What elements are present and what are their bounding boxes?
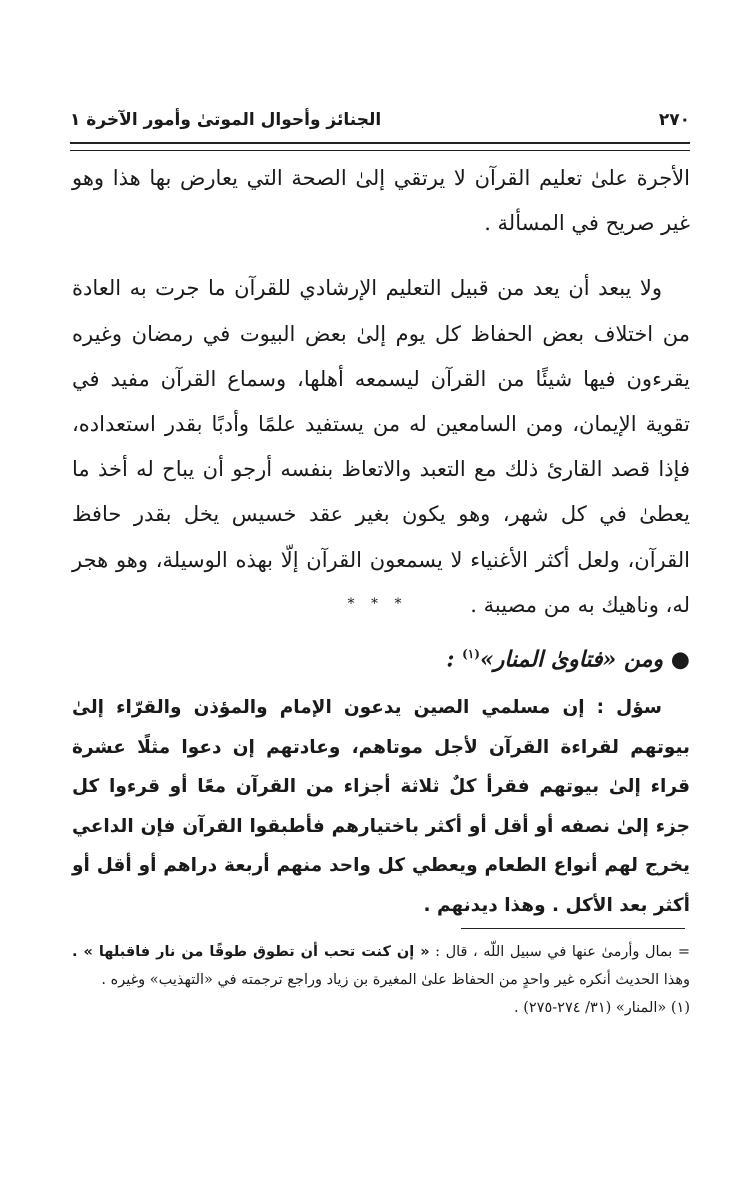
header-rule <box>70 142 690 151</box>
section-separator: * * * <box>347 596 408 612</box>
paragraph-gap <box>72 246 690 266</box>
page-number: ٢٧٠ <box>658 110 690 130</box>
main-text <box>72 156 690 628</box>
footnote-marker: (١) <box>462 647 480 661</box>
question-block <box>72 688 690 925</box>
question-text: إن مسلمي الصين يدعون الإمام والمؤذن والقرّاء إلىٰ بيوتهم لقراءة القرآن لأجل موتاهم، وعادتهم إن دعوا مثلًا عشرة قراء إلىٰ بيوتهم فقرأ كلٌ ثلاثة أجزاء من القرآن معًا أو قرءوا كل جزء إلىٰ نصفه أو أقل أو أكثر باختيارهم فأطبقوا القرآن فإن الداعي يخرج لهم أنواع الطعام ويعطي كل واحد منهم أربعة دراهم أو أقل أو أكثر بعد الأكل . وهذا ديدنهم . <box>72 697 690 916</box>
section-heading <box>72 634 690 679</box>
footnote-continuation-quote: « إن كنت تحب أن تطوق طوقًا من نار فاقبلها » . <box>72 944 430 960</box>
bullet-icon: ● <box>670 646 690 673</box>
footnotes <box>72 938 690 1022</box>
question-label: سؤل : <box>596 697 662 718</box>
section-colon: : <box>446 646 455 673</box>
paragraph-1: الأجرة علىٰ تعليم القرآن لا يرتقي إلىٰ الصحة التي يعارض بها هذا وهو غير صريح في المسألة . <box>72 166 690 236</box>
footnote-continuation <box>72 938 690 994</box>
running-header <box>70 102 690 138</box>
running-title: الجنائز وأحوال الموتىٰ وأمور الآخرة ١ <box>70 110 382 130</box>
footnote-rule <box>461 928 685 929</box>
paragraph-2: ولا يبعد أن يعد من قبيل التعليم الإرشادي للقرآن ما جرت به العادة من اختلاف بعض الحفاظ كل يوم إلىٰ بعض البيوت في رمضان وغيره يقرءون فيها شيئًا من القرآن ليسمعه أهلها، وسماع القرآن مفيد في تقوية الإيمان، ومن السامعين له من يستفيد علمًا وأدبًا بقدر استعداده، فإذا قصد القارئ ذلك مع التعبد والاتعاظ بنفسه أرجو أن يباح له أخذ ما يعطىٰ في كل شهر، وهو يكون بغير عقد خسيس يخل بقدر حافظ القرآن، ولعل أكثر الأغنياء لا يسمعون القرآن إلّا بهذه الوسيلة، وهو هجر له، وناهيك به من مصيبة . <box>72 276 690 617</box>
footnote-continuation-rest: وهذا الحديث أنكره غير واحدٍ من الحفاظ علىٰ المغيرة بن زياد وراجع ترجمته في «التهذيب» وغيره . <box>101 972 690 988</box>
section-title: ومن «فتاوىٰ المنار» <box>479 646 664 673</box>
footnote-continuation-prefix: = بمال وأرمىٰ عنها في سبيل اللّه ، قال : <box>435 944 691 960</box>
footnote-1: (١) «المنار» (٣١/ ٢٧٤-٢٧٥) . <box>514 1000 690 1016</box>
